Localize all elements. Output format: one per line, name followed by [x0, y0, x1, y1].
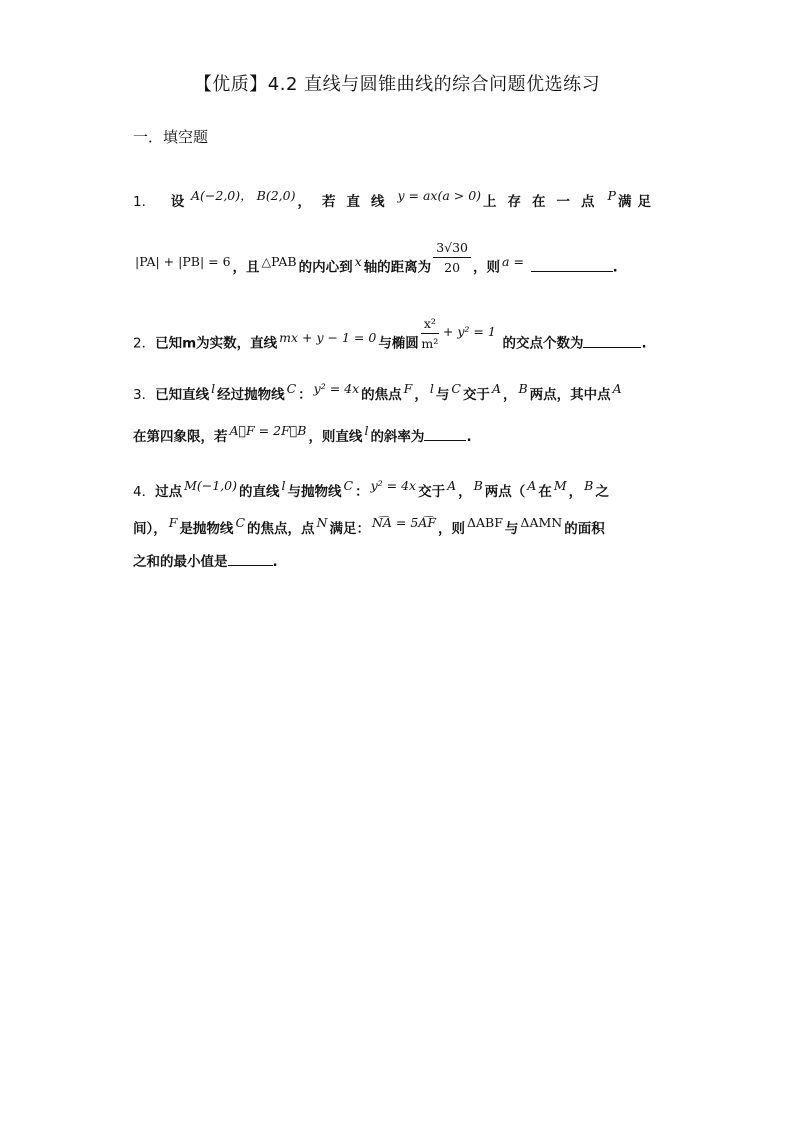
q1-line-2	[133, 240, 618, 285]
q2-frac-denominator: m²	[421, 336, 439, 351]
q1-fraction	[433, 240, 471, 275]
q2-number: 2．	[133, 335, 156, 352]
q4-text: 的焦点，点	[247, 521, 315, 537]
q1-text: 的内心到	[298, 259, 353, 276]
q3-line-2	[133, 425, 472, 445]
q3-text: 两点，其中点	[529, 387, 611, 403]
q4-number: 4．	[133, 484, 156, 500]
q1-point-a: A(−2,0)，	[191, 188, 253, 203]
q3-a: A	[491, 381, 501, 396]
q1-frac-denominator: 20	[444, 260, 461, 275]
q3-c: C	[286, 381, 297, 396]
q3-text: 与	[435, 387, 450, 403]
q3-text: ，	[414, 387, 428, 403]
q4-text: 的直线	[239, 484, 280, 500]
q4-text: ，	[458, 484, 472, 500]
q4-triangle-abf: ΔABF	[467, 515, 503, 530]
q4-text: 两点（	[484, 484, 526, 500]
q3-c: C	[451, 381, 461, 396]
q4-n: N	[316, 515, 328, 530]
q4-text: 满足：	[329, 521, 370, 537]
q3-text: 交于	[462, 387, 490, 403]
q3-text: 已知直线	[155, 387, 210, 403]
q4-line-3	[133, 550, 278, 570]
q3-f: F	[403, 381, 413, 396]
q3-parabola-eq: y² = 4x	[313, 381, 360, 396]
q2-text: 已知m为实数，直线	[155, 335, 278, 352]
q4-text: ，则	[438, 521, 465, 537]
section-heading: 一．填空题	[133, 128, 209, 146]
q3-text: ，则直线	[308, 429, 363, 445]
q1-a-eq: a =	[502, 253, 524, 269]
q4-text: ：	[355, 484, 369, 500]
q4-point-m: M(−1,0)	[184, 478, 237, 493]
q4-text: 的面积	[564, 521, 605, 537]
q1-number: 1．	[133, 194, 156, 210]
q2-end: .	[641, 335, 647, 352]
q3-end: .	[466, 429, 472, 445]
q4-text: 与	[504, 521, 519, 537]
q2-text: 与椭圆	[378, 335, 419, 352]
q1-text: ，若直线	[297, 194, 396, 210]
q3-text: 的斜率为	[370, 429, 425, 445]
q2-answer-blank[interactable]	[583, 335, 641, 348]
q1-text: 轴的距离为	[363, 259, 432, 276]
q4-text: 是抛物线	[179, 521, 234, 537]
q4-text: ，	[568, 484, 583, 500]
q1-point-b: B(2,0)	[256, 188, 296, 203]
q4-a: A	[447, 478, 457, 493]
q1-text: 设	[170, 194, 185, 210]
q2-line-eq: mx + y − 1 = 0	[279, 329, 377, 345]
q3-text: 经过抛物线	[217, 387, 285, 403]
q2-line-1	[133, 316, 647, 361]
q1-condition: |PA| + |PB| = 6	[135, 253, 231, 269]
q3-number: 3．	[133, 387, 156, 403]
q2-text: 的交点个数为	[502, 335, 584, 352]
q4-line-2	[133, 517, 605, 537]
q1-text: ，则	[473, 259, 501, 276]
q3-a: A	[612, 381, 622, 396]
q1-text: 上存在一点	[483, 194, 606, 210]
q4-line-1	[133, 480, 609, 500]
q4-f: F	[168, 515, 178, 530]
page-title: 【优质】4.2 直线与圆锥曲线的综合问题优选练习	[193, 74, 601, 95]
q4-l: l	[281, 478, 286, 493]
q4-text: 在	[538, 484, 552, 500]
q4-m: M	[553, 478, 567, 493]
q4-text: 之和的最小值是	[133, 554, 228, 570]
q1-frac-numerator: 3√30	[433, 240, 471, 258]
q1-text: ，且	[232, 259, 260, 276]
q3-l: l	[364, 423, 369, 438]
q1-text: 满足	[617, 194, 657, 210]
q1-answer-blank[interactable]	[531, 259, 613, 272]
q2-fraction	[421, 316, 439, 351]
q4-a: A	[527, 478, 537, 493]
q1-point-p: P	[607, 188, 616, 203]
q4-b: B	[473, 478, 483, 493]
q3-text: 的焦点	[361, 387, 402, 403]
q1-line-eq: y = ax(a > 0)	[397, 188, 482, 203]
q3-l: l	[429, 381, 434, 396]
q2-ellipse-tail: + y² = 1	[442, 323, 496, 339]
q3-line-1	[133, 383, 624, 403]
q4-end: .	[272, 554, 278, 570]
q4-text: 交于	[418, 484, 446, 500]
q1-triangle: △PAB	[261, 253, 297, 269]
q4-text: 间），	[133, 521, 167, 537]
q4-c: C	[343, 478, 354, 493]
q4-text: 之	[595, 484, 609, 500]
q4-parabola-eq: y² = 4x	[370, 478, 417, 493]
q2-frac-numerator: x²	[421, 316, 439, 334]
q3-b: B	[518, 381, 528, 396]
q4-triangle-amn: ΔAMN	[520, 515, 563, 530]
q4-text: 与抛物线	[287, 484, 342, 500]
q3-vector-eq: A⃗F = 2F⃗B	[229, 423, 307, 438]
q4-vector-eq: N͡A = 5A͡F	[371, 515, 436, 530]
q4-text: 过点	[155, 484, 183, 500]
q1-line-1	[133, 190, 657, 210]
q3-answer-blank[interactable]	[424, 428, 466, 441]
q4-b: B	[584, 478, 594, 493]
q3-l: l	[211, 381, 216, 396]
q3-text: 在第四象限，若	[133, 429, 228, 445]
q4-c: C	[235, 515, 246, 530]
q4-answer-blank[interactable]	[228, 553, 273, 566]
q1-end: .	[612, 259, 618, 276]
q3-text: ，	[502, 387, 517, 403]
q3-text: ：	[298, 387, 312, 403]
q1-x-axis: x	[354, 253, 362, 269]
